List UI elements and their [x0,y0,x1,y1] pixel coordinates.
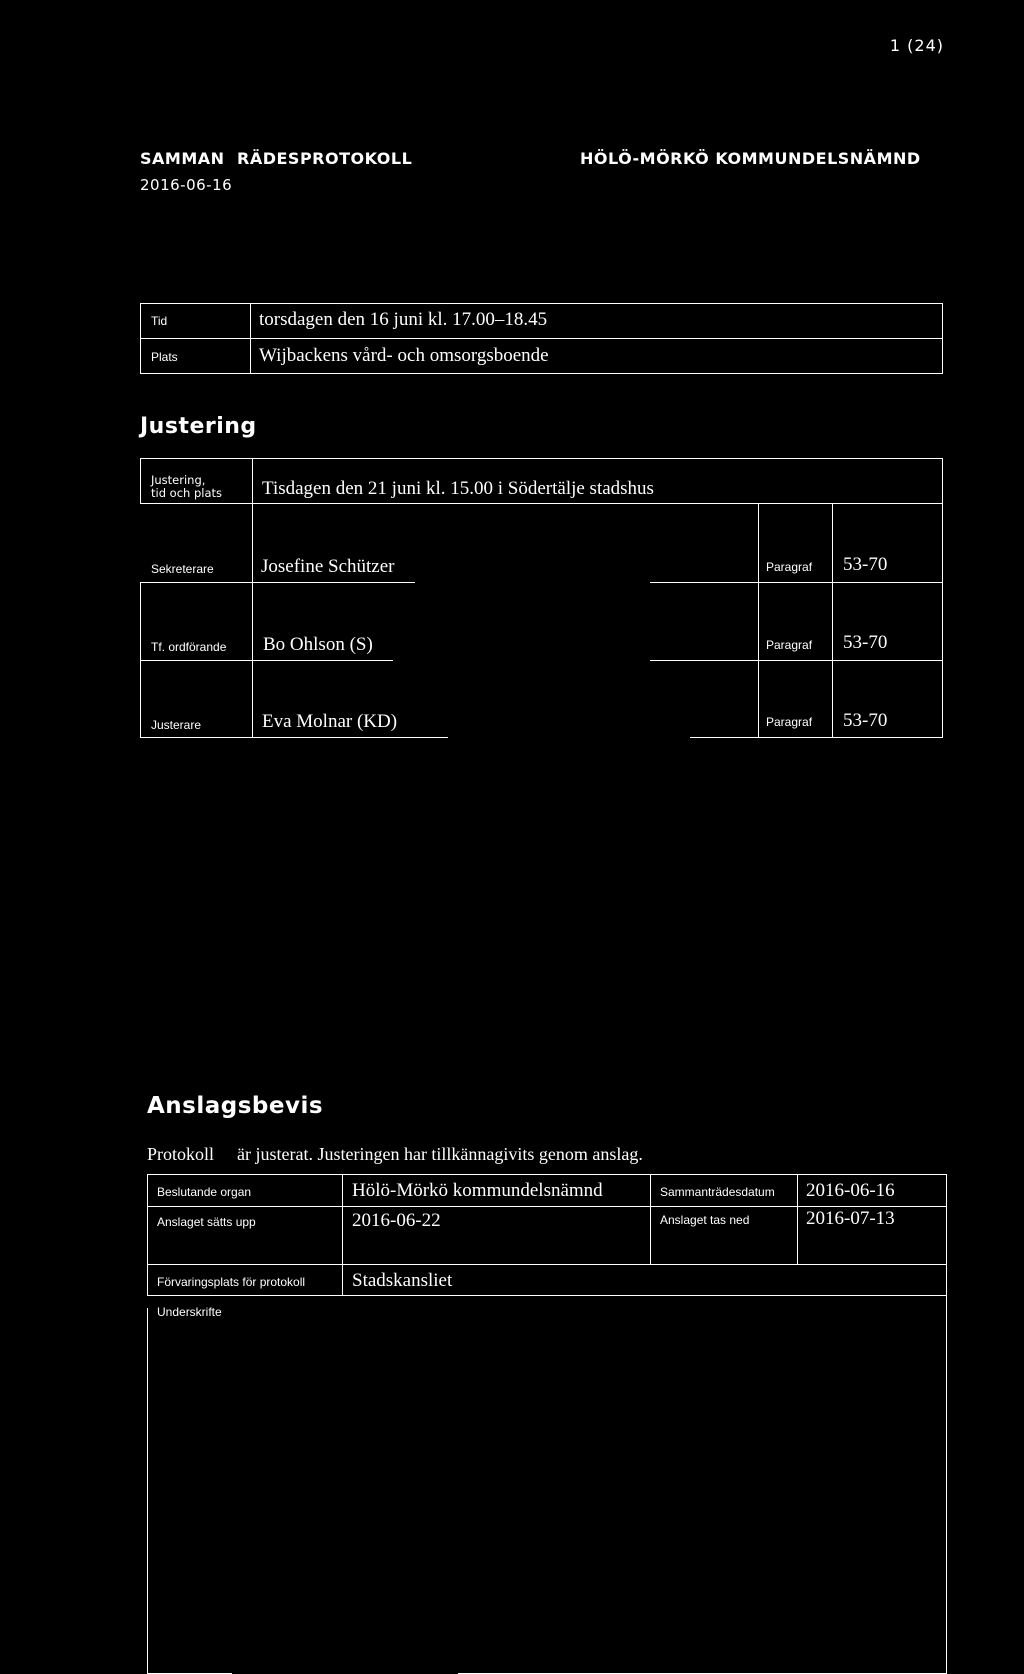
justering-tid-value: Tisdagen den 21 juni kl. 15.00 i Södertälje stadshus [262,478,654,499]
sekreterare-label: Sekreterare [151,562,214,576]
underskrift-label: Underskrifte [157,1305,222,1319]
anslaget-satts-upp-label: Anslaget sätts upp [157,1215,256,1229]
forvaringsplats-value: Stadskansliet [352,1270,453,1291]
sammantradesdatum-value: 2016-06-16 [806,1180,895,1201]
paragraf-label: Paragraf [766,560,813,574]
justerare-name: Eva Molnar (KD) [262,711,398,732]
ordforande-name: Bo Ohlson (S) [263,634,373,655]
beslutande-organ-value: Hölö-Mörkö kommundelsnämnd [352,1180,603,1201]
anslaget-satts-upp-value: 2016-06-22 [352,1210,441,1231]
justerare-label: Justerare [151,718,202,732]
sekreterare-name: Josefine Schützer [261,556,395,577]
document-date: 2016-06-16 [140,176,233,194]
plats-value: Wijbackens vård- och omsorgsboende [259,345,549,366]
anslaget-tas-ned-label: Anslaget tas ned [660,1213,750,1227]
beslutande-organ-label: Beslutande organ [157,1185,252,1199]
document-title-part2: RÄDESPROTOKOLL [237,149,413,168]
justering-heading: Justering [140,414,257,439]
page-number: 1 (24) [889,36,944,55]
paragraf-label: Paragraf [766,638,813,652]
tid-value: torsdagen den 16 juni kl. 17.00–18.45 [259,309,548,330]
ordforande-label: Tf. ordförande [151,640,227,654]
plats-label: Plats [151,350,178,364]
paragraf-value: 53-70 [843,710,888,731]
forvaringsplats-label: Förvaringsplats för protokoll [157,1275,306,1289]
anslag-intro-part1: Protokoll [147,1144,215,1164]
paragraf-value: 53-70 [843,554,888,575]
organization-name: HÖLÖ-MÖRKÖ KOMMUNDELSNÄMND [580,149,921,168]
anslagsbevis-heading: Anslagsbevis [147,1093,324,1119]
paragraf-label: Paragraf [766,715,813,729]
tid-label: Tid [151,314,168,328]
paragraf-value: 53-70 [843,632,888,653]
anslag-intro-part2: är justerat. Justeringen har tillkännagivits genom anslag. [237,1144,643,1164]
sammantradesdatum-label: Sammanträdesdatum [660,1185,775,1199]
anslaget-tas-ned-value: 2016-07-13 [806,1208,895,1229]
document-title-part1: SAMMAN [140,149,225,168]
justering-tid-label: Justering, tid och plats [151,473,223,500]
